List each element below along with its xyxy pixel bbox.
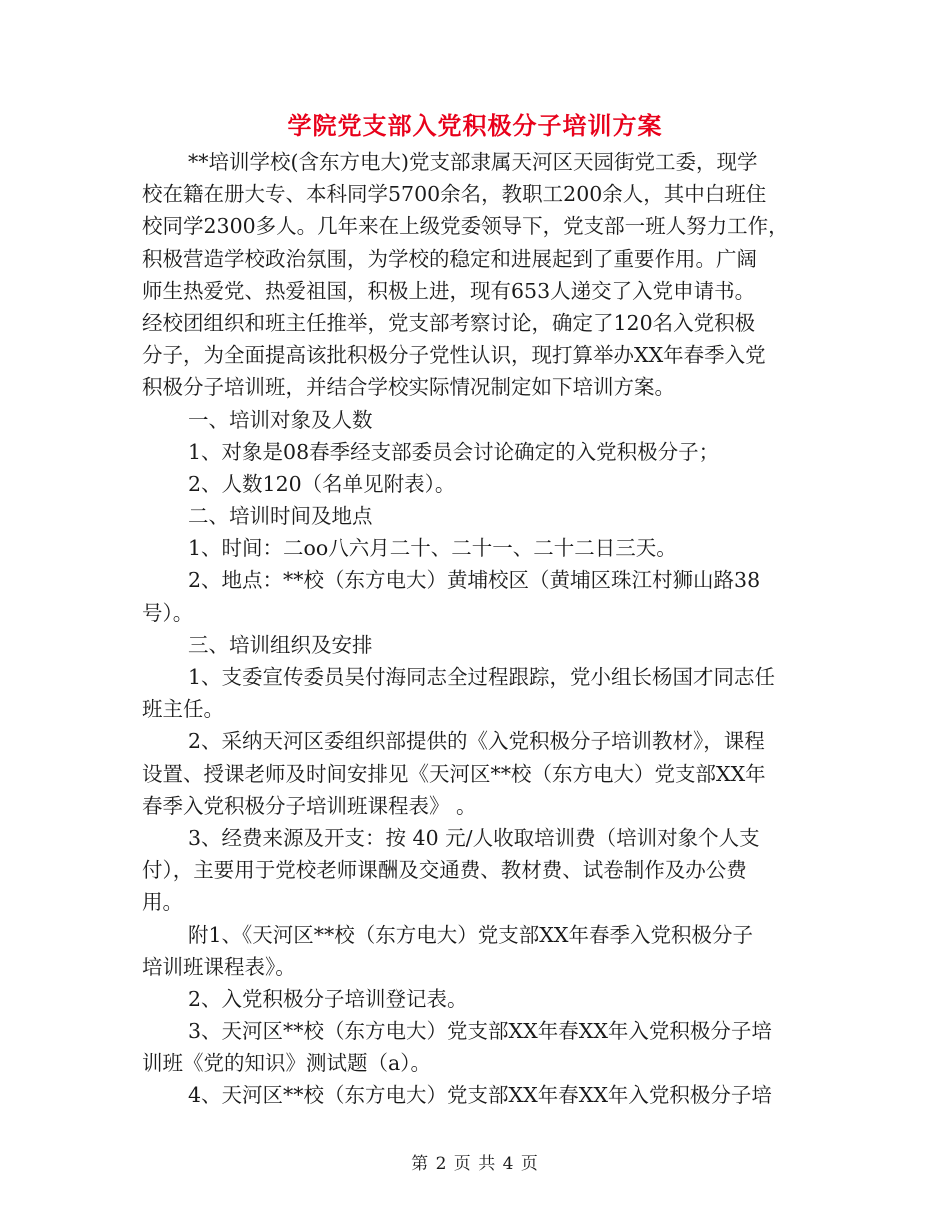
- text-line: 用。: [142, 890, 183, 915]
- document-body: [142, 146, 810, 1112]
- text-line: 付），主要用于党校老师课酬及交通费、教材费、试卷制作及办公费: [142, 858, 747, 883]
- text-line: 师生热爱党、热爱祖国，积极上进，现有653人递交了入党申请书。: [142, 278, 756, 303]
- text-line: 培训班课程表》。: [142, 954, 296, 979]
- text-line: 二、培训时间及地点: [188, 504, 373, 529]
- text-line: 一、培训对象及人数: [188, 407, 373, 432]
- text-line: 2、人数120（名单见附表）。: [188, 471, 456, 496]
- text-line: 3、经费来源及开支：按 40 元/人收取培训费（培训对象个人支: [188, 825, 760, 850]
- text-line: 2、入党积极分子培训登记表。: [188, 986, 468, 1011]
- text-line: 1、支委宣传委员吴付海同志全过程跟踪，党小组长杨国才同志任: [188, 665, 776, 689]
- text-line: 3、天河区**校（东方电大）党支部XX年春XX年入党积极分子培: [188, 1019, 772, 1044]
- text-line: 号）。: [142, 600, 194, 625]
- document-title: 学院党支部入党积极分子培训方案: [287, 112, 663, 140]
- text-line: 积极分子培训班，并结合学校实际情况制定如下培训方案。: [142, 375, 675, 400]
- text-line: 附1、《天河区**校（东方电大）党支部XX年春季入党积极分子: [188, 922, 753, 947]
- text-line: 班主任。: [142, 697, 224, 722]
- text-line: 春季入党积极分子培训班课程表》 。: [142, 793, 477, 818]
- text-line: 设置、授课老师及时间安排见《天河区**校（东方电大）党支部XX年: [142, 761, 766, 786]
- text-line: 校同学2300多人。几年来在上级党委领导下，党支部一班人努力工作，: [142, 214, 789, 239]
- text-line: 经校团组织和班主任推举，党支部考察讨论，确定了120名入党积极: [142, 310, 756, 335]
- text-line: 2、采纳天河区委组织部提供的《入党积极分子培训教材》，课程: [188, 729, 765, 754]
- text-line: 校在籍在册大专、本科同学5700余名，教职工200余人，其中白班住: [142, 182, 767, 207]
- text-line: **培训学校(含东方电大)党支部隶属天河区天园街党工委，现学: [188, 150, 758, 174]
- text-line: 训班《党的知识》测试题（a）。: [142, 1051, 431, 1076]
- text-line: 分子，为全面提高该批积极分子党性认识，现打算举办XX年春季入党: [142, 343, 766, 368]
- text-line: 4、天河区**校（东方电大）党支部XX年春XX年入党积极分子培: [188, 1083, 772, 1108]
- text-line: 2、地点：**校（东方电大）黄埔校区（黄埔区珠江村狮山路38: [188, 568, 761, 593]
- text-line: 积极营造学校政治氛围，为学校的稳定和进展起到了重要作用。广阔: [142, 246, 757, 271]
- text-line: 三、培训组织及安排: [188, 632, 373, 657]
- page-footer: 第 2 页 共 4 页: [411, 1154, 539, 1174]
- text-line: 1、时间：二oo八六月二十、二十一、二十二日三天。: [188, 536, 677, 561]
- text-line: 1、对象是08春季经支部委员会讨论确定的入党积极分子；: [188, 439, 720, 464]
